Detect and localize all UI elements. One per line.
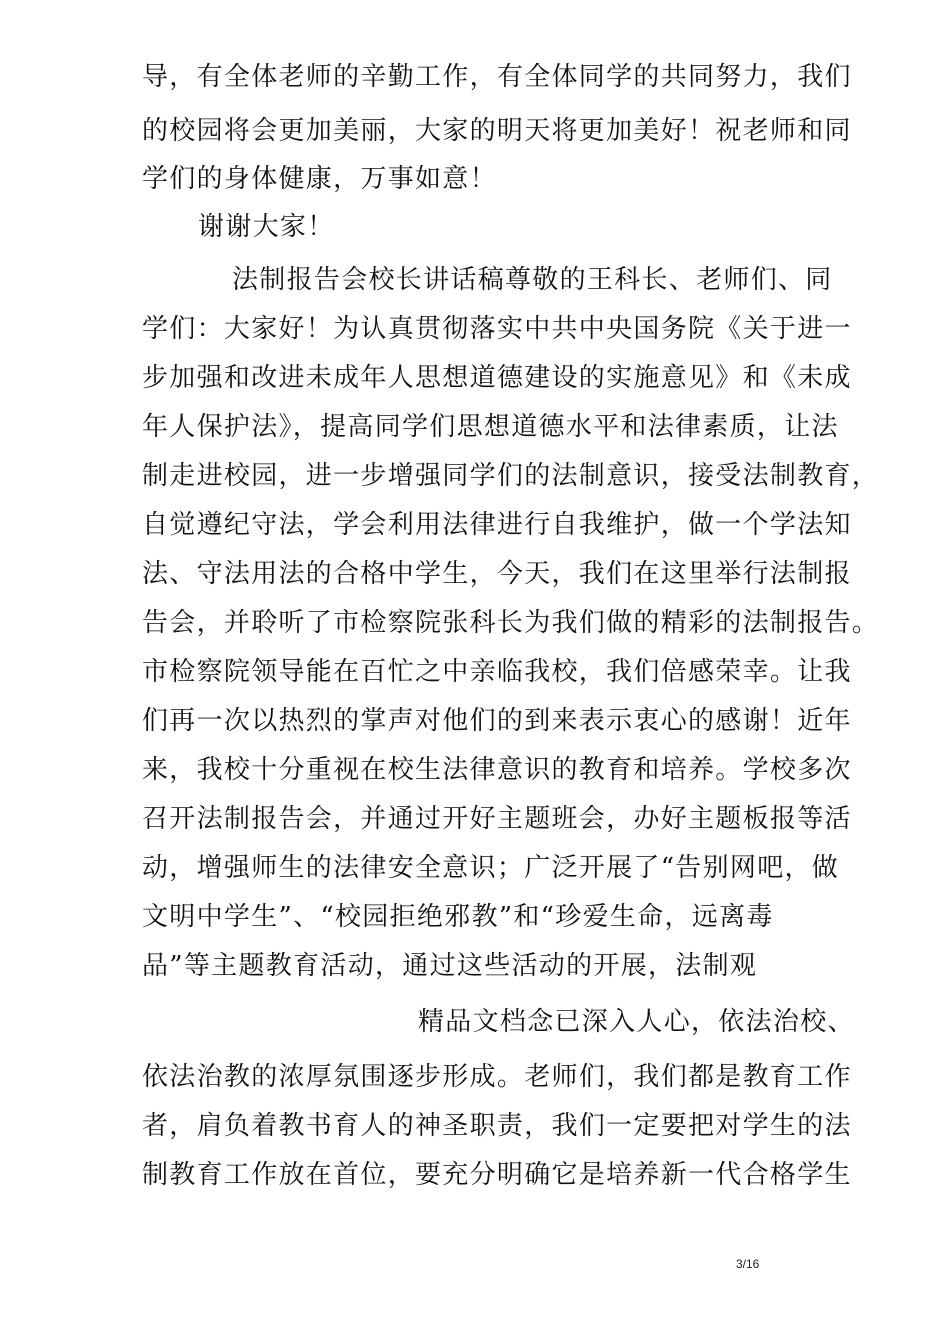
text-line: 导，有全体老师的辛勤工作，有全体同学的共同努力，我们 <box>142 62 852 92</box>
text-line: 者，肩负着教书育人的神圣职责，我们一定要把对学生的法 <box>142 1111 852 1141</box>
text-line: 制教育工作放在首位，要充分明确它是培养新一代合格学生 <box>142 1160 852 1190</box>
text-line: 步加强和改进未成年人思想道德建设的实施意见》和《未成 <box>142 363 852 393</box>
text-line: 法制报告会校长讲话稿尊敬的王科长、老师们、同 <box>232 265 833 295</box>
text-line: 精品文档念已深入人心，依法治校、 <box>418 1007 855 1037</box>
text-line: 年人保护法》，提高同学们思想道德水平和法律素质，让法 <box>142 412 839 442</box>
text-line: 市检察院领导能在百忙之中亲临我校，我们倍感荣幸。让我 <box>142 657 852 687</box>
text-line: 学们的身体健康，万事如意！ <box>142 164 497 194</box>
text-line: 们再一次以热烈的掌声对他们的到来表示衷心的感谢！近年 <box>142 706 852 736</box>
text-line: 法、守法用法的合格中学生，今天，我们在这里举行法制报 <box>142 559 852 589</box>
page-number: 3/16 <box>736 1257 760 1271</box>
text-line: 谢谢大家！ <box>198 212 335 242</box>
text-line: 自觉遵纪守法，学会利用法律进行自我维护，做一个学法知 <box>142 510 852 540</box>
text-line: 来，我校十分重视在校生法律意识的教育和培养。学校多次 <box>142 755 852 785</box>
text-line: 学们：大家好！为认真贯彻落实中共中央国务院《关于进一 <box>142 314 852 344</box>
text-line: 制走进校园，进一步增强同学们的法制意识，接受法制教育， <box>142 461 880 491</box>
text-line: 告会，并聆听了市检察院张科长为我们做的精彩的法制报告。 <box>142 608 880 638</box>
text-line: 召开法制报告会，并通过开好主题班会，办好主题板报等活 <box>142 804 852 834</box>
text-line: 文明中学生”、“校园拒绝邪教”和“珍爱生命，远离毒 <box>142 902 774 932</box>
text-line: 依法治教的浓厚氛围逐步形成。老师们，我们都是教育工作 <box>142 1062 852 1092</box>
text-line: 动，增强师生的法律安全意识；广泛开展了“告别网吧，做 <box>142 853 840 883</box>
text-line: 品”等主题教育活动，通过这些活动的开展，法制观 <box>142 951 758 981</box>
text-line: 的校园将会更加美丽，大家的明天将更加美好！祝老师和同 <box>142 116 852 146</box>
